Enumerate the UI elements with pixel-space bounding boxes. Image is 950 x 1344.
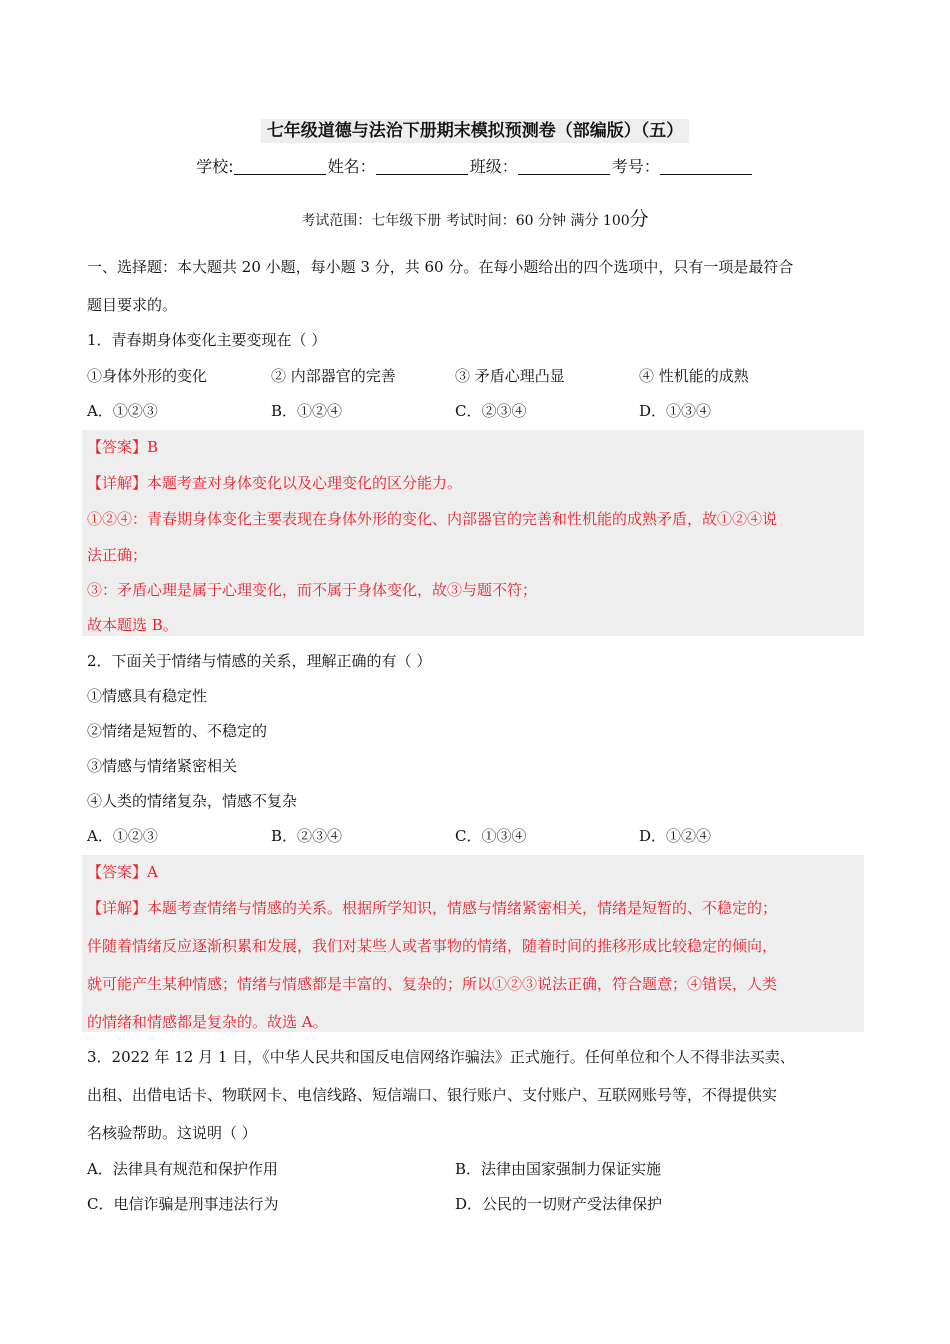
q1-explanation-line-3: 法正确； — [87, 546, 148, 564]
q2-explanation-line-4: 的情绪和情感都是复杂的。故选 A。 — [87, 1013, 328, 1031]
q3-option-d: D．公民的一切财产受法律保护 — [455, 1195, 663, 1213]
q1-statement-4: ④ 性机能的成熟 — [639, 367, 749, 385]
number-label: 考号： — [611, 157, 660, 176]
q1-option-d: D．①③④ — [639, 402, 712, 420]
student-info-line — [0, 154, 950, 177]
q2-statement-2: ②情绪是短暂的、不稳定的 — [87, 722, 268, 740]
exam-scope-unit: 分 — [629, 208, 649, 230]
q1-explanation-line-5: 故本题选 B。 — [87, 616, 178, 634]
school-label: 学校: — [196, 157, 234, 176]
q2-explanation-line-1: 【详解】本题考查情绪与情感的关系。根据所学知识，情感与情绪紧密相关，情绪是短暂的、不稳定的； — [87, 899, 778, 917]
q2-option-b: B．②③④ — [271, 827, 343, 845]
q1-option-b: B．①②④ — [271, 402, 343, 420]
q1-statement-1: ①身体外形的变化 — [87, 367, 208, 385]
question-2-stem: 2．下面关于情绪与情感的关系，理解正确的有（ ） — [87, 652, 432, 670]
class-blank[interactable] — [518, 158, 610, 175]
name-blank[interactable] — [376, 158, 468, 175]
q1-option-a: A．①②③ — [87, 402, 158, 420]
school-blank[interactable] — [234, 158, 326, 175]
q3-option-c: C．电信诈骗是刑事违法行为 — [87, 1195, 279, 1213]
q2-option-a: A．①②③ — [87, 827, 158, 845]
q2-explanation-line-2: 伴随着情绪反应逐渐积累和发展，我们对某些人或者事物的情绪，随着时间的推移形成比较稳定的倾向， — [87, 937, 778, 955]
question-3-stem-line-2: 出租、出借电话卡、物联网卡、电信线路、短信端口、银行账户、支付账户、互联网账号等，不得提供实 — [87, 1086, 778, 1104]
exam-scope — [0, 204, 950, 231]
class-label: 班级： — [469, 157, 518, 176]
question-1-stem: 1．青春期身体变化主要变现在（ ） — [87, 331, 327, 349]
q1-statement-3: ③ 矛盾心理凸显 — [455, 367, 565, 385]
question-3-stem-line-1: 3．2022 年 12 月 1 日，《中华人民共和国反电信网络诈骗法》正式施行。任何单位和个人不得非法买卖、 — [87, 1048, 795, 1066]
section-heading-line-2: 题目要求的。 — [87, 296, 178, 314]
q3-option-b: B．法律由国家强制力保证实施 — [455, 1160, 662, 1178]
q1-explanation-line-1: 【详解】本题考查对身体变化以及心理变化的区分能力。 — [87, 474, 463, 492]
exam-title: 七年级道德与法治下册期末模拟预测卷（部编版）（五） — [261, 119, 690, 143]
q2-answer: 【答案】A — [87, 863, 158, 881]
number-blank[interactable] — [660, 158, 752, 175]
q1-option-c: C．②③④ — [455, 402, 527, 420]
exam-title-row — [0, 116, 950, 141]
name-label: 姓名： — [327, 157, 376, 176]
q1-answer: 【答案】B — [87, 438, 159, 456]
exam-scope-text: 考试范围：七年级下册 考试时间：60 分钟 满分 100 — [301, 213, 630, 229]
q3-option-a: A．法律具有规范和保护作用 — [87, 1160, 278, 1178]
q2-statement-1: ①情感具有稳定性 — [87, 687, 208, 705]
q1-statement-2: ② 内部器官的完善 — [271, 367, 396, 385]
q1-explanation-line-2: ①②④：青春期身体变化主要表现在身体外形的变化、内部器官的完善和性机能的成熟矛盾，故①②④说 — [87, 510, 778, 528]
q1-explanation-line-4: ③：矛盾心理是属于心理变化，而不属于身体变化，故③与题不符； — [87, 581, 538, 599]
q2-statement-3: ③情感与情绪紧密相关 — [87, 757, 238, 775]
q2-explanation-line-3: 就可能产生某种情感；情绪与情感都是丰富的、复杂的；所以①②③说法正确，符合题意；④错误，人类 — [87, 975, 778, 993]
q2-option-d: D．①②④ — [639, 827, 712, 845]
q2-statement-4: ④人类的情绪复杂，情感不复杂 — [87, 792, 298, 810]
section-heading-line-1: 一、选择题：本大题共 20 小题，每小题 3 分，共 60 分。在每小题给出的四个选项中，只有一项是最符合 — [87, 258, 794, 276]
q1-answer-box — [82, 430, 864, 636]
q2-option-c: C．①③④ — [455, 827, 527, 845]
question-3-stem-line-3: 名核验帮助。这说明（ ） — [87, 1124, 257, 1142]
